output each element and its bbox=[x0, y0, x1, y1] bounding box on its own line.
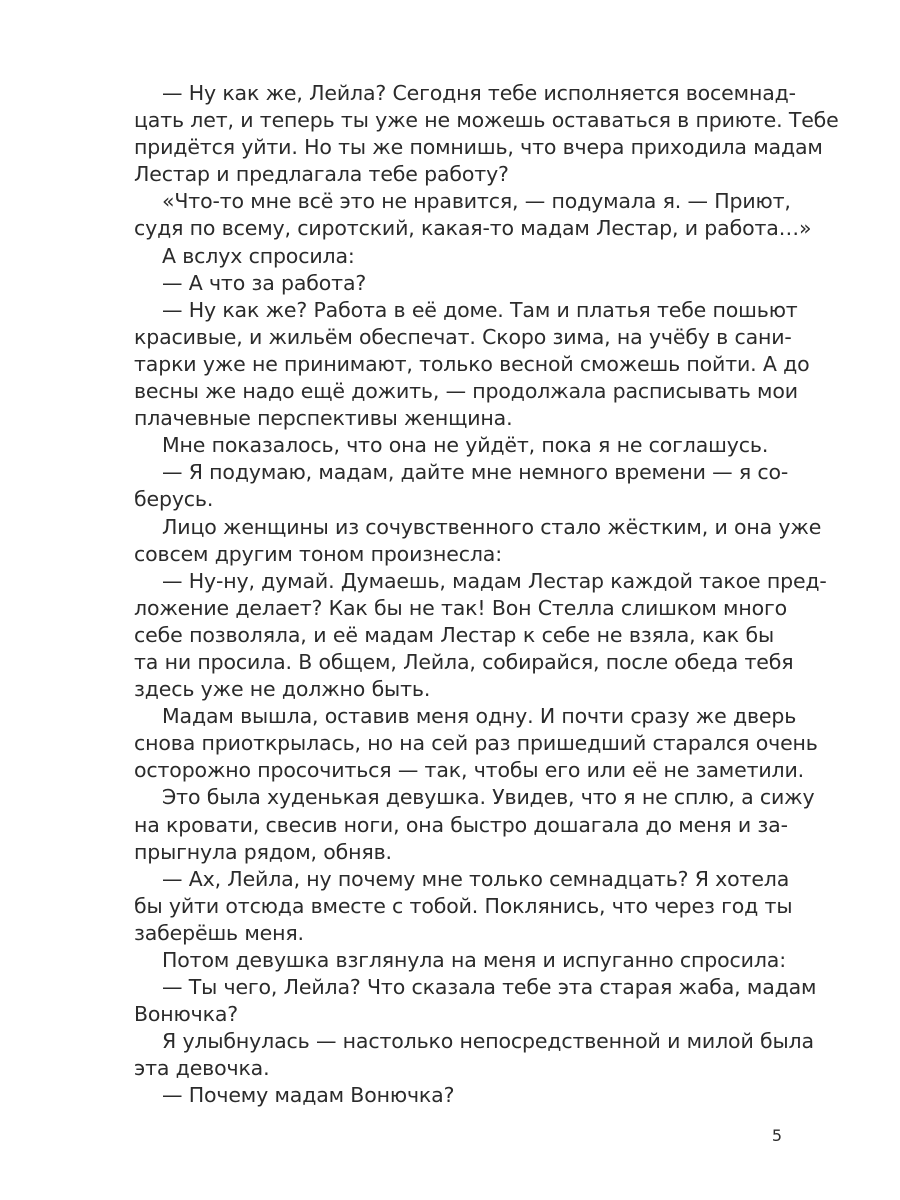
text-line: — Ну как же? Работа в её доме. Там и платья тебе пошьют bbox=[162, 297, 798, 322]
text-line: ложение делает? Как бы не так! Вон Стелла слишком много bbox=[134, 595, 788, 620]
text-line: — Ты чего, Лейла? Что сказала тебе эта старая жаба, мадам bbox=[162, 975, 817, 1000]
text-line: — Ах, Лейла, ну почему мне только семнадцать? Я хотела bbox=[162, 866, 790, 891]
text-line: — Ну-ну, думай. Думаешь, мадам Лестар каждой такое пред- bbox=[162, 568, 827, 593]
text-line: Это была худенькая девушка. Увидев, что я не сплю, а сижу bbox=[162, 785, 815, 810]
text-line: «Что-то мне всё это не нравится, — подумала я. — Приют, bbox=[162, 189, 791, 214]
text-line: бы уйти отсюда вместе с тобой. Поклянись, что через год ты bbox=[134, 893, 793, 918]
page-number: 5 bbox=[771, 1126, 782, 1145]
text-line: тарки уже не принимают, только весной сможешь пойти. А до bbox=[134, 351, 810, 376]
text-line: Мадам вышла, оставив меня одну. И почти сразу же дверь bbox=[162, 704, 797, 729]
text-line: Мне показалось, что она не уйдёт, пока я не соглашусь. bbox=[162, 433, 769, 458]
text-line: Вонючка? bbox=[134, 1002, 239, 1027]
text-line: — Ну как же, Лейла? Сегодня тебе исполняется восемнад- bbox=[162, 81, 796, 105]
body-text bbox=[134, 80, 839, 1110]
text-line: плачевные перспективы женщина. bbox=[134, 406, 513, 431]
text-line: берусь. bbox=[134, 487, 214, 512]
text-line: цать лет, и теперь ты уже не можешь оставаться в приюте. Тебе bbox=[134, 108, 839, 133]
text-line: та ни просила. В общем, Лейла, собирайся, после обеда тебя bbox=[134, 649, 794, 674]
text-line: — Почему мадам Вонючка? bbox=[162, 1083, 455, 1108]
text-line: совсем другим тоном произнесла: bbox=[134, 541, 502, 566]
text-line: Потом девушка взглянула на меня и испуганно спросила: bbox=[162, 948, 786, 972]
text-line: весны же надо ещё дожить, — продолжала расписывать мои bbox=[134, 379, 798, 404]
text-line: заберёшь меня. bbox=[134, 920, 304, 945]
text-line: — Я подумаю, мадам, дайте мне немного времени — я со- bbox=[162, 460, 789, 485]
text-line: осторожно просочиться — так, чтобы его или её не заметили. bbox=[134, 758, 805, 783]
text-line: — А что за работа? bbox=[162, 270, 367, 295]
text-line: Лицо женщины из сочувственного стало жёстким, и она уже bbox=[162, 514, 822, 539]
text-line: прыгнула рядом, обняв. bbox=[134, 839, 392, 864]
text-line: А вслух спросила: bbox=[162, 243, 355, 268]
text-line: на кровати, свесив ноги, она быстро дошагала до меня и за- bbox=[134, 812, 788, 837]
text-line: судя по всему, сиротский, какая-то мадам Лестар, и работа…» bbox=[134, 216, 812, 241]
text-line: придётся уйти. Но ты же помнишь, что вчера приходила мадам bbox=[134, 135, 823, 160]
text-line: Лестар и предлагала тебе работу? bbox=[134, 162, 509, 187]
text-line: здесь уже не должно быть. bbox=[134, 677, 431, 702]
text-line: красивые, и жильём обеспечат. Скоро зима, на учёбу в сани- bbox=[134, 324, 792, 349]
text-line: себе позволяла, и её мадам Лестар к себе не взяла, как бы bbox=[134, 622, 774, 647]
text-line: снова приоткрылась, но на сей раз пришедший старался очень bbox=[134, 731, 818, 756]
text-line: эта девочка. bbox=[134, 1056, 270, 1081]
text-line: Я улыбнулась — настолько непосредственной и милой была bbox=[162, 1029, 814, 1054]
